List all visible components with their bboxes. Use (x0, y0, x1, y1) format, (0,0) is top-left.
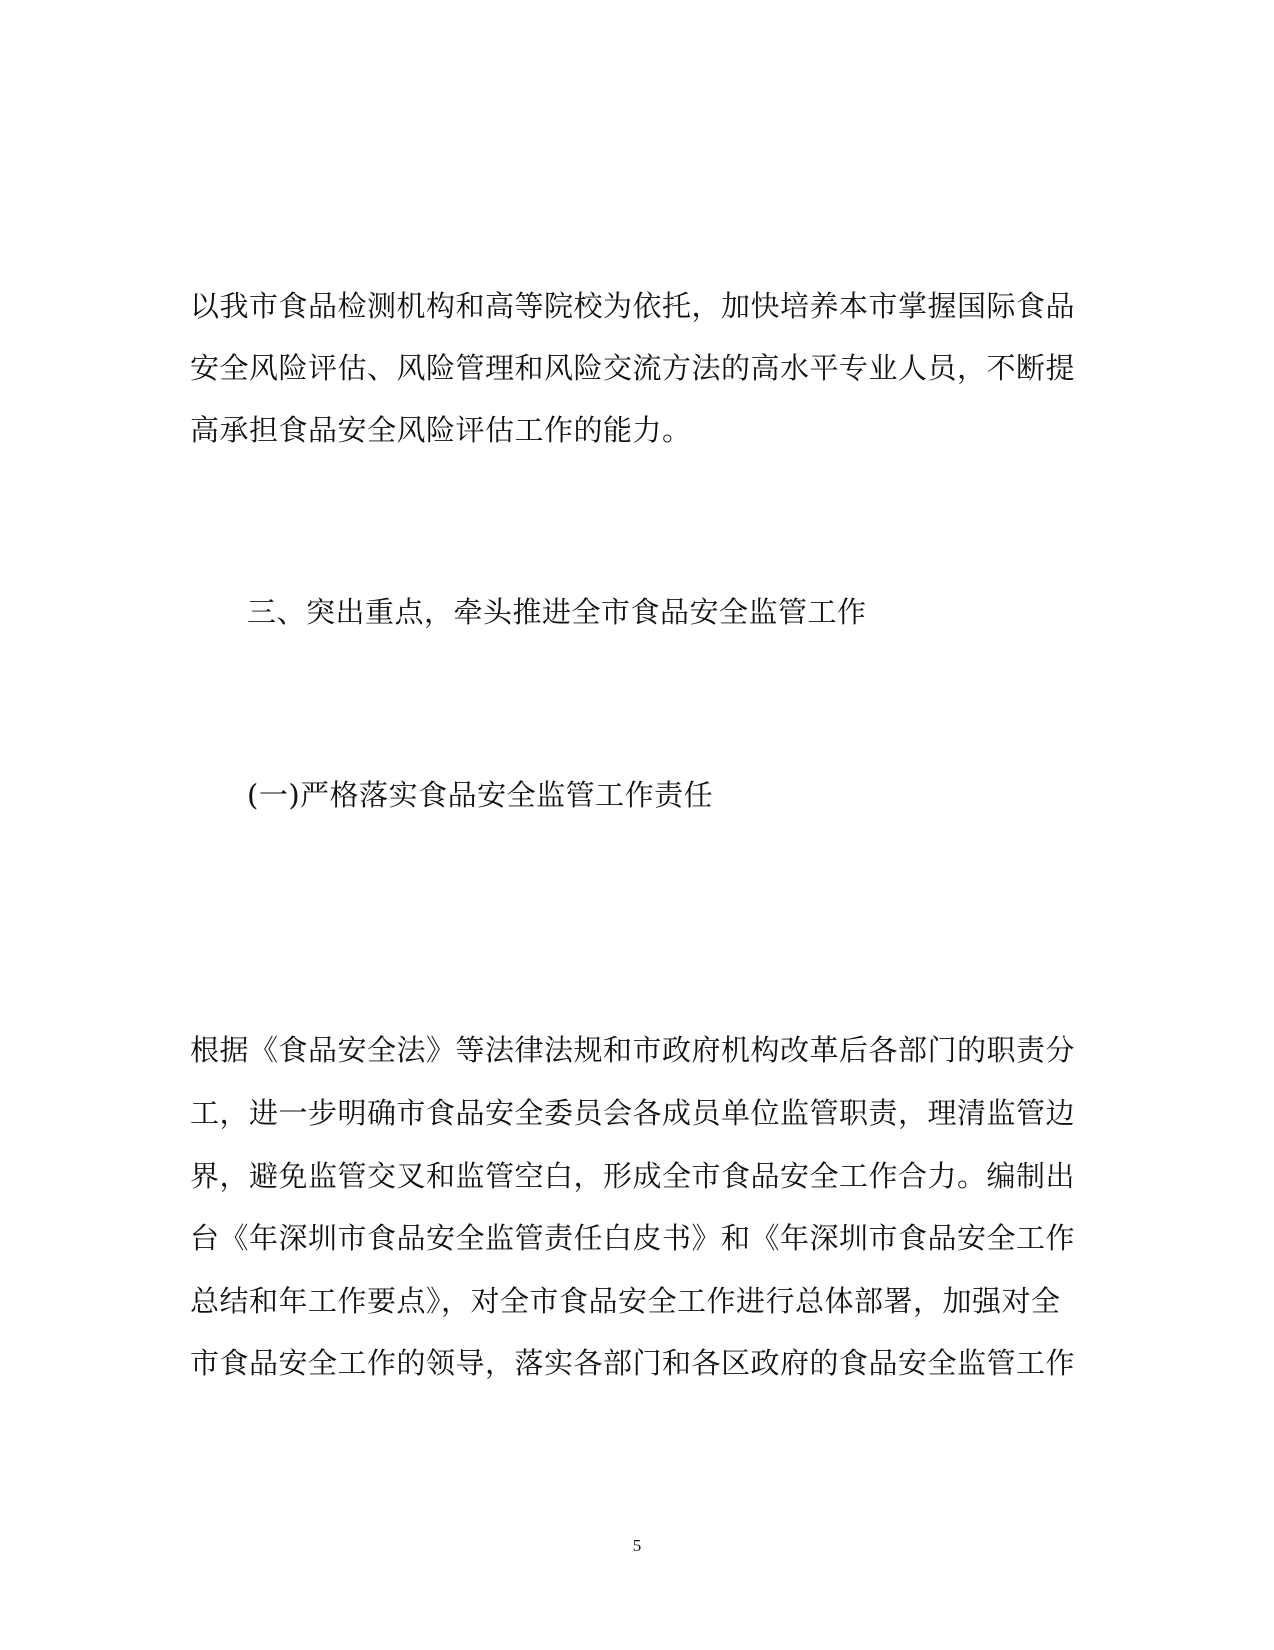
paragraph-2-line-2: 工，进一步明确市食品安全委员会各成员单位监管职责，理清监管边 (190, 1096, 1076, 1130)
paragraph-2-line-6: 市食品安全工作的领导，落实各部门和各区政府的食品安全监管工作 (190, 1346, 1076, 1380)
sub-section-heading: (一)严格落实食品安全监管工作责任 (247, 778, 714, 812)
paragraph-1-line-3: 高承担食品安全风险评估工作的能力。 (190, 413, 692, 447)
paragraph-1-line-1: 以我市食品检测机构和高等院校为依托，加快培养本市掌握国际食品 (190, 289, 1076, 323)
paragraph-1-line-2: 安全风险评估、风险管理和风险交流方法的高水平专业人员，不断提 (190, 351, 1076, 385)
paragraph-2-line-3: 界，避免监管交叉和监管空白，形成全市食品安全工作合力。编制出 (190, 1159, 1076, 1193)
page-number: 5 (632, 1536, 642, 1555)
section-heading: 三、突出重点，牵头推进全市食品安全监管工作 (247, 595, 867, 629)
paragraph-2-line-1: 根据《食品安全法》等法律法规和市政府机构改革后各部门的职责分 (190, 1033, 1076, 1067)
paragraph-2-line-4: 台《年深圳市食品安全监管责任白皮书》和《年深圳市食品安全工作 (190, 1221, 1076, 1255)
paragraph-2-line-5: 总结和年工作要点》，对全市食品安全工作进行总体部署，加强对全 (190, 1284, 1061, 1318)
